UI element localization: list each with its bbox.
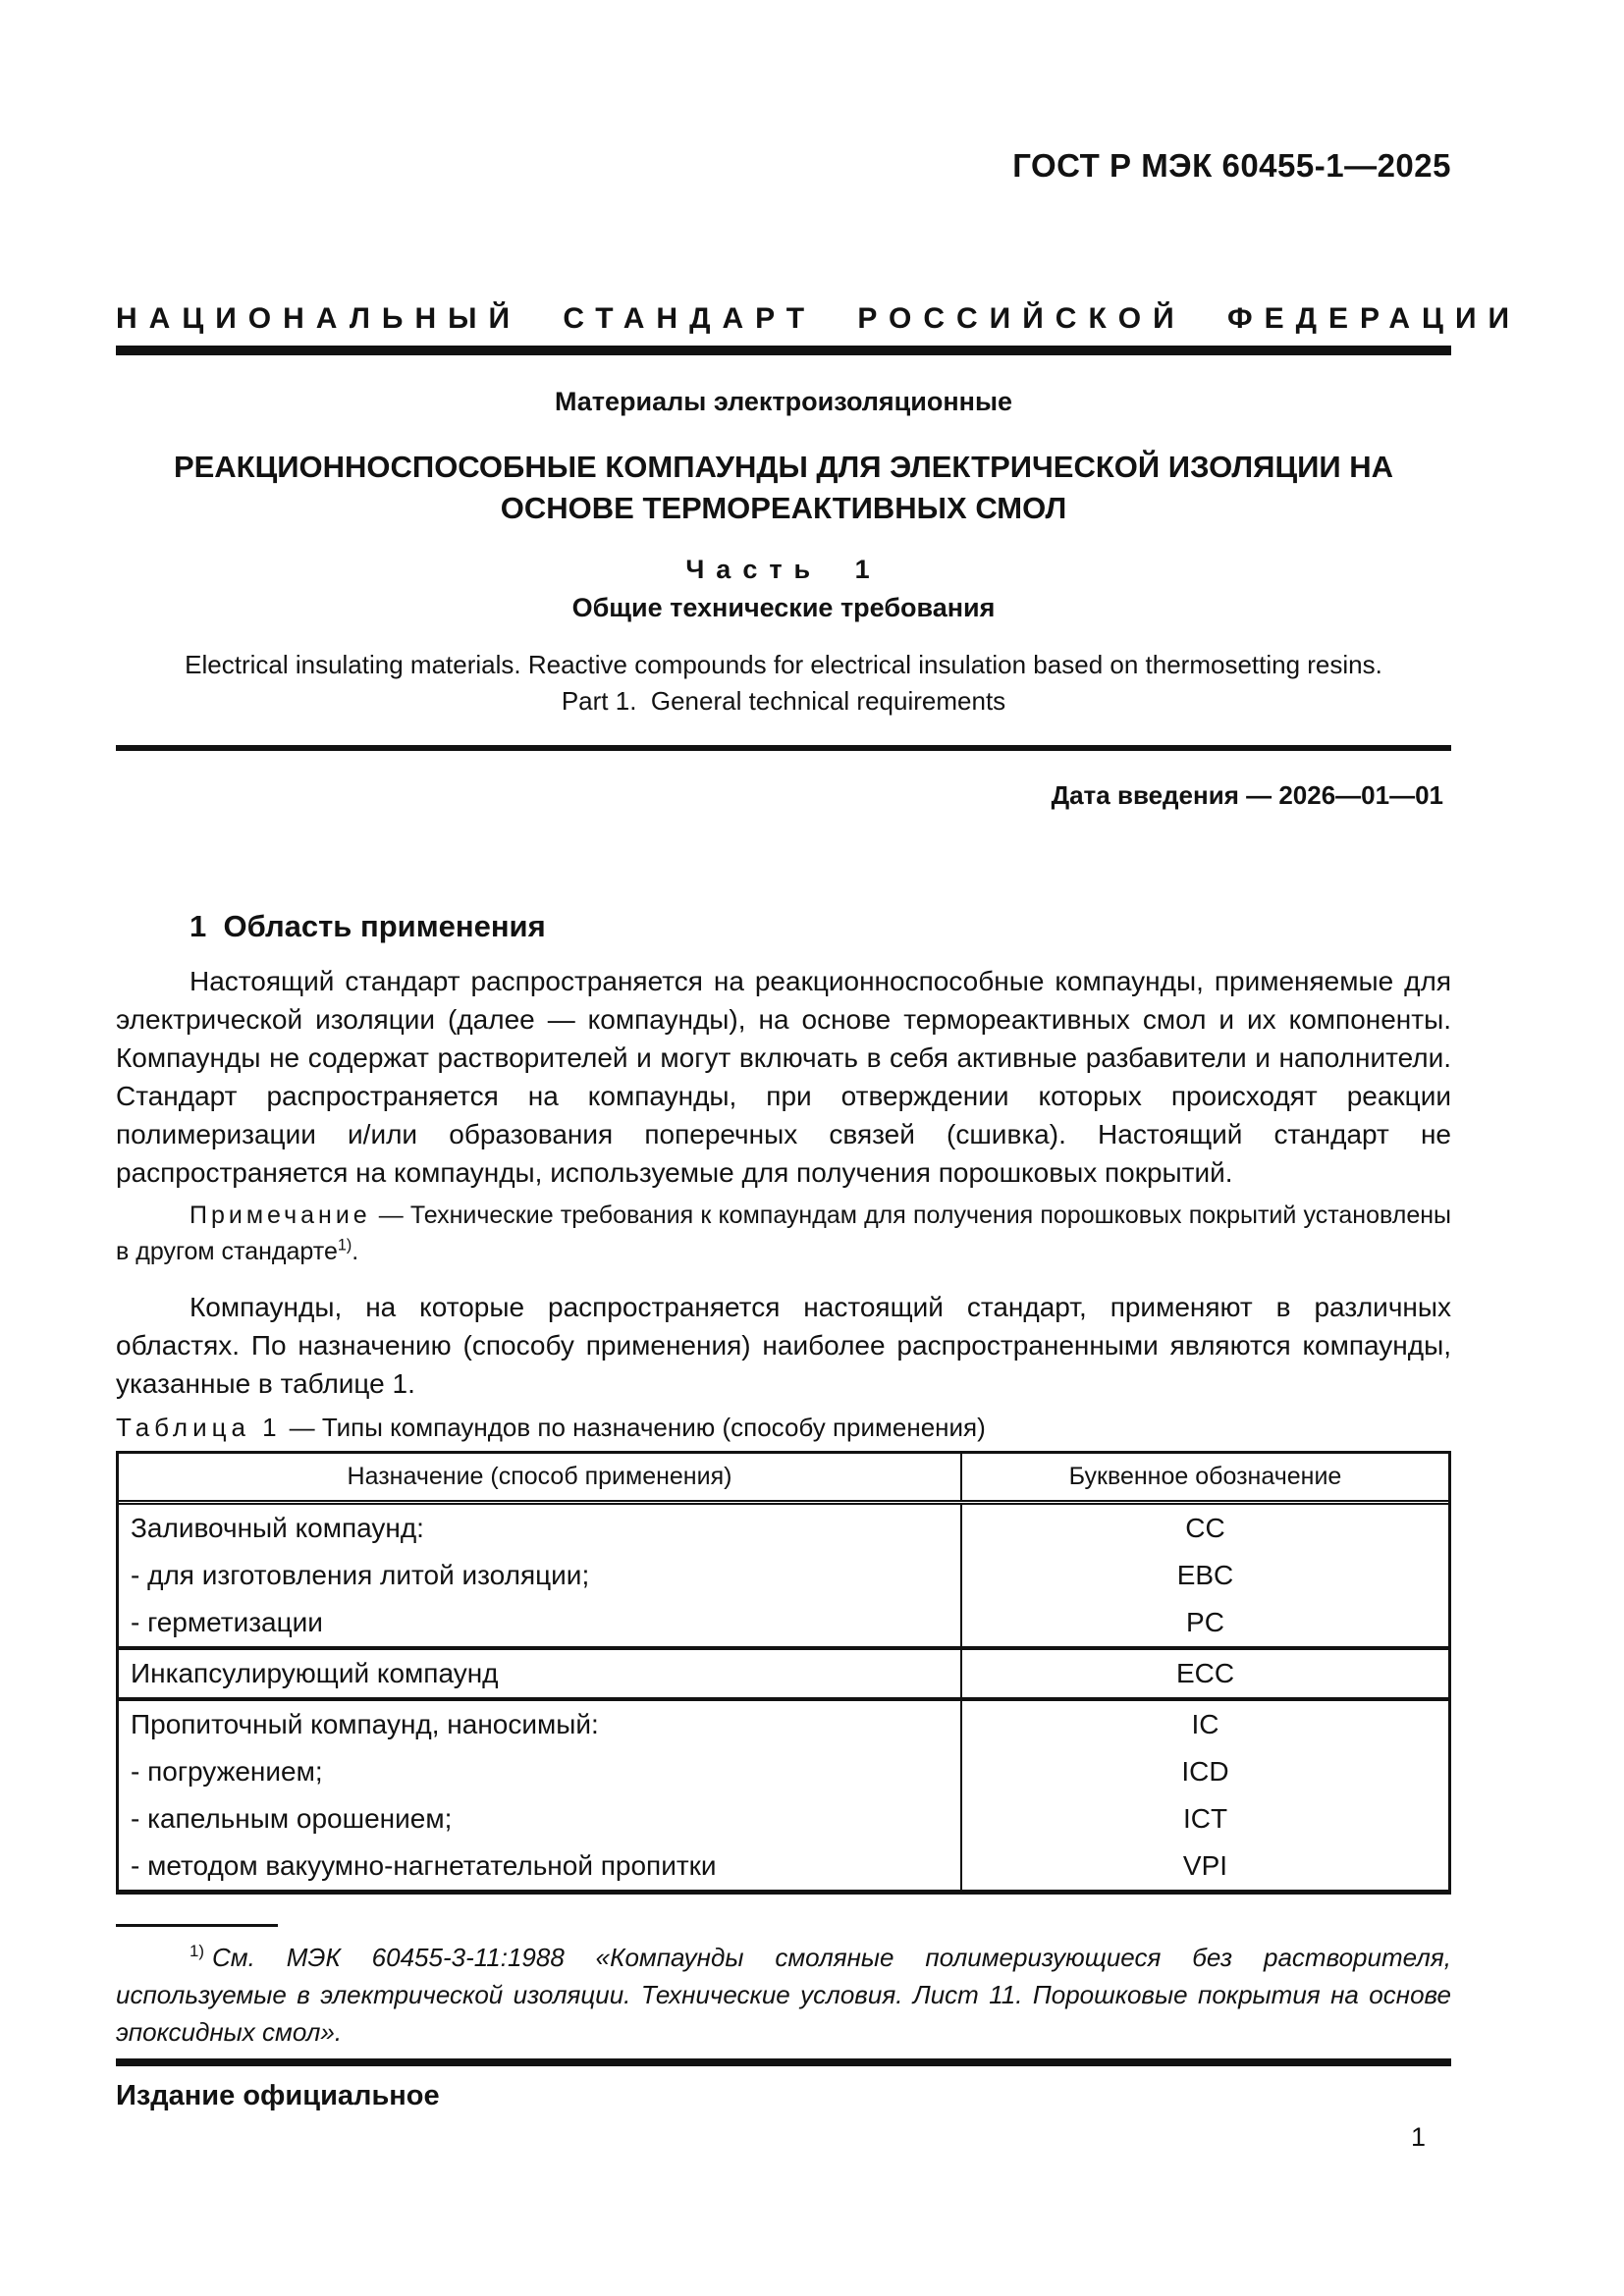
doc-title-english [116, 647, 1451, 720]
table-group-encapsulating [119, 1646, 1448, 1697]
footnote-marker: 1) [189, 1942, 205, 1961]
cell-purpose: - герметизации [119, 1599, 962, 1646]
table-caption [116, 1413, 1451, 1443]
footnote [116, 1939, 1451, 2051]
doc-number: ГОСТ Р МЭК 60455-1—2025 [1012, 147, 1451, 184]
section-heading: 1 Область применения [189, 909, 546, 943]
note-period: . [352, 1238, 359, 1265]
note-footnote-ref: 1) [337, 1236, 352, 1255]
cell-code: CC [1185, 1513, 1225, 1543]
note-text: — Технические требования к компаундам для получения порошковых покрытий установлены в другом стандарте [116, 1201, 1451, 1265]
cell-purpose: - погружением; [119, 1748, 962, 1795]
divider-top-rule [116, 346, 1451, 355]
table-row [119, 1599, 1448, 1646]
column-header-purpose: Назначение (способ применения) [119, 1454, 962, 1500]
table-row [119, 1842, 1448, 1890]
table-header-row [119, 1454, 1448, 1505]
paragraph-scope-2: Компаунды, на которые распространяется настоящий стандарт, применяют в различных областях. По назначению (способу применения) наиболее распространенными являются компаунды, указанные в таблице 1. [116, 1292, 1451, 1399]
doc-title-english-line1: Electrical insulating materials. Reactive compounds for electrical insulation based on thermosetting resins. [185, 650, 1382, 679]
cell-purpose: Инкапсулирующий компаунд [119, 1650, 962, 1697]
cell-code: VPI [1182, 1850, 1228, 1881]
table-caption-label: Таблица 1 [116, 1413, 282, 1442]
table-row [119, 1505, 1448, 1552]
cell-code: ICT [1182, 1803, 1228, 1834]
cell-code: IC [1191, 1709, 1219, 1739]
table-row [119, 1552, 1448, 1599]
effective-date: Дата введения — 2026—01—01 [1051, 780, 1443, 810]
page-number: 1 [1410, 2122, 1426, 2152]
cell-purpose: - методом вакуумно-нагнетательной пропитки [119, 1842, 962, 1890]
paragraph-scope-1: Настоящий стандарт распространяется на реакционноспособные компаунды, применяемые для электрической изоляции (далее — компаунды), на основе термореактивных смол и их компоненты. Компаунды не содержат растворителей и могут включать в себя активные разбавители и наполнители. Стандарт распространяется на компаунды, при отверждении которых происходят реакции полимеризации и/или образования поперечных связей (сшивка). Настоящий стандарт не распространяется на компаунды, используемые для получения порошковых покрытий. [116, 966, 1451, 1188]
divider-mid-rule [116, 745, 1451, 751]
table-group-casting [119, 1505, 1448, 1646]
cell-code: ECC [1175, 1658, 1235, 1688]
cell-purpose: Пропиточный компаунд, наносимый: [119, 1701, 962, 1748]
cell-purpose: - капельным орошением; [119, 1795, 962, 1842]
national-standard-banner: НАЦИОНАЛЬНЫЙ СТАНДАРТ РОССИЙСКОЙ ФЕДЕРАЦИИ [116, 302, 1522, 335]
doc-title: РЕАКЦИОННОСПОСОБНЫЕ КОМПАУНДЫ ДЛЯ ЭЛЕКТРИЧЕСКОЙ ИЗОЛЯЦИИ НА ОСНОВЕ ТЕРМОРЕАКТИВНЫХ СМОЛ [173, 450, 1394, 525]
table-group-impregnating [119, 1697, 1448, 1890]
footnote-divider [116, 1924, 278, 1927]
part-title: Общие технические требования [571, 593, 996, 622]
table-row [119, 1748, 1448, 1795]
official-edition-label: Издание официальное [116, 2080, 440, 2111]
table-row [119, 1650, 1448, 1697]
note-label: Примечание [189, 1201, 371, 1229]
cell-code: EBC [1176, 1560, 1234, 1590]
part-label: Часть 1 [685, 555, 882, 584]
note [116, 1198, 1451, 1270]
divider-bottom-rule [116, 2058, 1451, 2066]
table-row [119, 1701, 1448, 1748]
doc-title-english-line2: Part 1. General technical requirements [561, 686, 1006, 716]
table-row [119, 1795, 1448, 1842]
doc-subject: Материалы электроизоляционные [554, 387, 1013, 416]
column-header-designation: Буквенное обозначение [1068, 1463, 1342, 1490]
cell-purpose: - для изготовления литой изоляции; [119, 1552, 962, 1599]
cell-code: ICD [1181, 1756, 1229, 1787]
cell-purpose: Заливочный компаунд: [119, 1505, 962, 1552]
cell-code: PC [1186, 1607, 1224, 1637]
types-table [116, 1451, 1451, 1895]
footnote-text: См. МЭК 60455-3-11:1988 «Компаунды смоляные полимеризующиеся без растворителя, используемые в электрической изоляции. Технические условия. Лист 11. Порошковые покрытия на основе эпоксидных смол». [116, 1943, 1451, 2047]
table-caption-text: — Типы компаундов по назначению (способу применения) [289, 1413, 986, 1442]
